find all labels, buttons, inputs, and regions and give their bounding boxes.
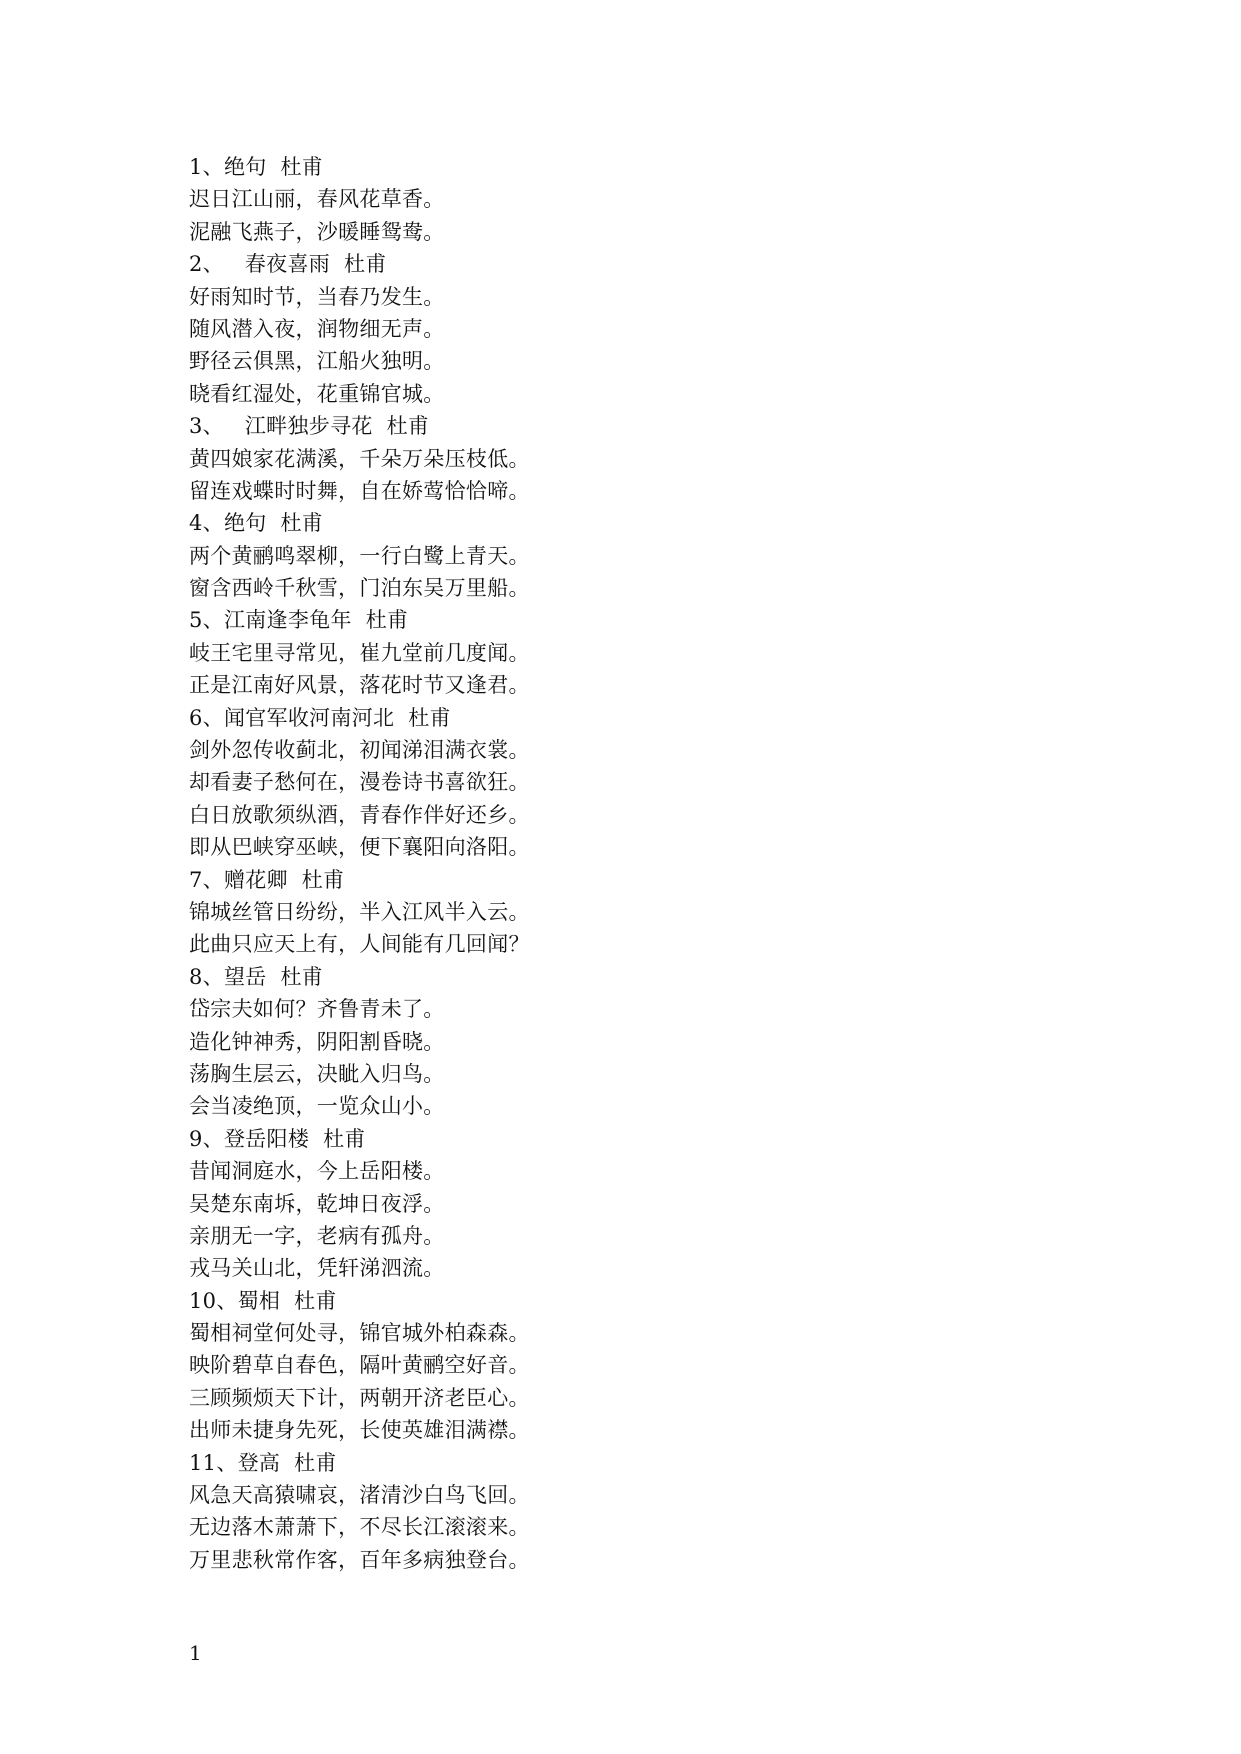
poem-line: 白日放歌须纵酒，青春作伴好还乡。 <box>189 802 530 827</box>
poem-heading: 9、登岳阳楼 杜甫 <box>189 1126 366 1151</box>
poem-line: 正是江南好风景，落花时节又逢君。 <box>189 673 530 698</box>
poem-list <box>189 151 1089 1576</box>
poem-heading: 1、绝句 杜甫 <box>189 155 324 179</box>
poem-heading: 6、闻官军收河南河北 杜甫 <box>189 705 451 730</box>
poem-heading: 2、 春夜喜雨 杜甫 <box>189 252 387 277</box>
poem-heading: 5、江南逢李龟年 杜甫 <box>189 608 409 633</box>
poem-line: 造化钟神秀，阴阳割昏晓。 <box>189 1029 445 1054</box>
poem-line: 万里悲秋常作客，百年多病独登台。 <box>189 1547 530 1572</box>
poem-line: 晓看红湿处，花重锦官城。 <box>189 381 445 406</box>
poem-line: 亲朋无一字，老病有孤舟。 <box>189 1223 445 1248</box>
poem-line: 好雨知时节，当春乃发生。 <box>189 284 445 309</box>
poem-line: 锦城丝管日纷纷，半入江风半入云。 <box>189 899 530 924</box>
poem-line: 两个黄鹂鸣翠柳，一行白鹭上青天。 <box>189 543 530 568</box>
poem-heading: 4、绝句 杜甫 <box>189 511 324 536</box>
poem-line: 荡胸生层云，决眦入归鸟。 <box>189 1061 445 1086</box>
poem-heading: 11、登高 杜甫 <box>189 1450 337 1475</box>
poem-line: 即从巴峡穿巫峡，便下襄阳向洛阳。 <box>189 835 530 860</box>
poem-line: 此曲只应天上有，人间能有几回闻？ <box>189 932 530 957</box>
poem-line: 黄四娘家花满溪，千朵万朵压枝低。 <box>189 446 530 471</box>
poem-heading: 10、蜀相 杜甫 <box>189 1288 337 1313</box>
poem-line: 岐王宅里寻常见，崔九堂前几度闻。 <box>189 640 530 665</box>
poem-line: 岱宗夫如何？齐鲁青未了。 <box>189 997 445 1022</box>
poem-line: 映阶碧草自春色，隔叶黄鹂空好音。 <box>189 1353 530 1378</box>
poem-line: 昔闻洞庭水，今上岳阳楼。 <box>189 1159 445 1184</box>
poem-line: 留连戏蝶时时舞，自在娇莺恰恰啼。 <box>189 478 530 503</box>
poem-line: 吴楚东南坼，乾坤日夜浮。 <box>189 1191 445 1216</box>
poem-line: 随风潜入夜，润物细无声。 <box>189 316 445 341</box>
poem-line: 剑外忽传收蓟北，初闻涕泪满衣裳。 <box>189 738 530 763</box>
poem-line: 窗含西岭千秋雪，门泊东吴万里船。 <box>189 576 530 601</box>
poem-line: 迟日江山丽，春风花草香。 <box>189 187 445 212</box>
poem-line: 风急天高猿啸哀，渚清沙白鸟飞回。 <box>189 1483 530 1508</box>
poem-line: 泥融飞燕子，沙暖睡鸳鸯。 <box>189 219 445 244</box>
poem-heading: 8、望岳 杜甫 <box>189 964 324 989</box>
poem-line: 三顾频烦天下计，两朝开济老臣心。 <box>189 1385 530 1410</box>
poem-line: 戎马关山北，凭轩涕泗流。 <box>189 1256 445 1281</box>
poem-line: 野径云俱黑，江船火独明。 <box>189 349 445 374</box>
poem-line: 无边落木萧萧下，不尽长江滚滚来。 <box>189 1515 530 1540</box>
page-number: 1 <box>189 1641 202 1665</box>
poem-line: 会当凌绝顶，一览众山小。 <box>189 1094 445 1119</box>
poem-heading: 7、赠花卿 杜甫 <box>189 867 345 892</box>
poem-heading: 3、 江畔独步寻花 杜甫 <box>189 414 430 439</box>
poem-line: 出师未捷身先死，长使英雄泪满襟。 <box>189 1418 530 1443</box>
poem-line: 蜀相祠堂何处寻，锦官城外柏森森。 <box>189 1321 530 1346</box>
poem-line: 却看妻子愁何在，漫卷诗书喜欲狂。 <box>189 770 530 795</box>
